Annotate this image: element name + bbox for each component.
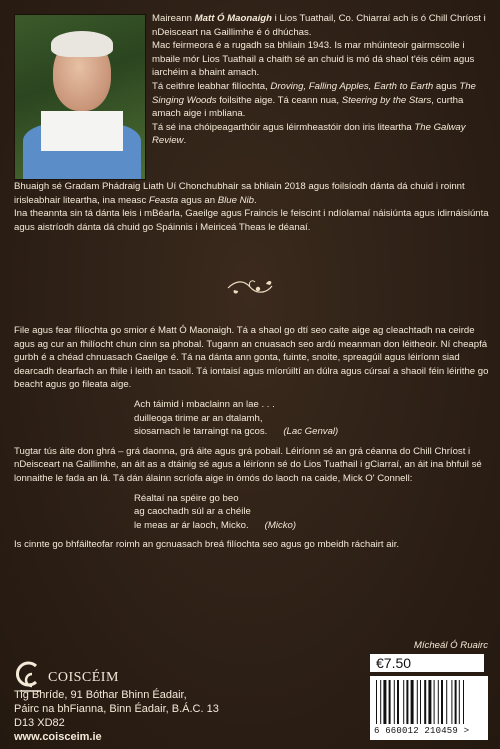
barcode-bar xyxy=(424,680,426,724)
poem-citation: (Lac Genval) xyxy=(283,426,339,438)
isbn-barcode xyxy=(370,676,488,740)
poem-line xyxy=(134,425,490,439)
barcode-bar xyxy=(451,680,452,724)
journal-title: The Galway Review xyxy=(152,121,466,147)
bio-text: Maireann xyxy=(152,13,195,24)
barcode-number: 6 660012 210459 > xyxy=(374,726,470,736)
bio-text: i Lios Tuathail, Co. Chiarraí ach is ó Chill Chríost i nDeisceart na Gaillimhe é ó dhúchas. xyxy=(152,13,486,38)
publisher-name: COISCÉIM xyxy=(48,670,119,685)
review-paragraph-1: File agus fear filíochta go smior é Matt Ó Maonaigh. Tá a shaol go dtí seo caite aige ag cleachtadh na ceirde agus ag cur an fhilíocht chun cinn sa phobal. Tugann an cnuasach seo ardú meanman don léitheoir. Ní cheapfá gurbh é a chéad chnuasach Gaeilge é. Tá na dánta ann gonta, fuinte, snoite, spreagúil agus léiríonn siad dearcadh dearfach an fhile i leith an tsaoil. Tá iontaisí agus míorúiltí an dúlra agus cúrsaí a shaoil féin léirithe go beacht agus go fileata aige. xyxy=(14,325,489,391)
bio-text: . xyxy=(254,194,257,206)
bio-text: Tá ceithre leabhar filíochta, xyxy=(152,80,271,92)
poem-text: le meas ar ár laoch, Micko. xyxy=(134,519,249,531)
barcode-bar xyxy=(380,680,381,724)
barcode-bar xyxy=(383,680,386,724)
book-title: The Singing Woods xyxy=(152,80,476,106)
barcode-bar xyxy=(376,680,377,724)
barcode-bar xyxy=(428,680,431,724)
barcode-bar xyxy=(394,680,395,724)
bio-text: . xyxy=(183,135,187,147)
barcode-bar xyxy=(411,680,414,724)
author-photo xyxy=(14,14,146,180)
barcode-bar xyxy=(420,680,421,724)
new-book-title: Steering by the Stars xyxy=(341,94,432,106)
bio-text: foilsithe aige. Tá ceann nua, xyxy=(216,94,342,106)
barcode-bars xyxy=(374,680,484,726)
photo-hair xyxy=(51,31,113,57)
poem-excerpt-1 xyxy=(134,398,490,439)
bio-paragraph-3 xyxy=(152,80,490,121)
bio-paragraph-5 xyxy=(14,180,490,207)
address-line: Páirc na bhFianna, Binn Éadair, B.Á.C. 13 xyxy=(14,703,219,715)
reviewer-signature: Mícheál Ó Ruairc xyxy=(413,640,488,651)
barcode-bar xyxy=(417,680,418,724)
bio-text: agus an xyxy=(178,194,218,206)
barcode-bar xyxy=(434,680,435,724)
bio-continued xyxy=(14,180,490,234)
poem-line: duilleoga tirime ar an dtalamh, xyxy=(134,412,263,424)
address-line: Tig Bhríde, 91 Bóthar Bhinn Éadair, xyxy=(14,689,187,701)
barcode-bar xyxy=(441,680,443,724)
barcode-bar xyxy=(406,680,408,724)
poem-line: ag caochadh súl ar a chéile xyxy=(134,506,251,518)
poem-line: Ach táimid i mbaclainn an lae . . . xyxy=(134,398,275,410)
poem-citation: (Micko) xyxy=(264,519,297,531)
bio-text: , curtha amach aige i mbliana. xyxy=(152,94,464,120)
review-paragraph-2: Tugtar tús áite don ghrá – grá daonna, grá áite agus grá pobail. Léiríonn sé an grá céanna do Chill Chríost i nDeisceart na Gaillimhe, an áit as a dtáinig sé agus a léiríonn sé do Lios Tuathail i gCiarraí, an áit ina bhfuil sé lonnaithe le fada an lá. Tá dán álainn scríofa aige in ómós do laoch na caide, Mick O' Connell: xyxy=(14,445,482,484)
barcode-bar xyxy=(455,680,457,724)
poem-text: siosarnach le tarraingt na gcos. xyxy=(134,426,268,438)
bio-text: agus xyxy=(433,80,460,92)
journal-title: Feasta xyxy=(148,194,179,206)
bio-text: Bhuaigh sé Gradam Phádraig Liath Uí Chonchubhair sa bhliain 2018 agus foilsíodh dánta dá chuid i roinnt irisleabhair liteartha, ina measc xyxy=(14,181,465,206)
floral-ornament-icon xyxy=(222,276,278,298)
bio-paragraph-1 xyxy=(152,12,490,39)
barcode-bar xyxy=(389,680,391,724)
address-line: D13 XD82 xyxy=(14,717,65,729)
barcode-bar xyxy=(446,680,447,724)
photo-shirt xyxy=(41,111,123,151)
poem-line xyxy=(134,519,490,533)
review-section xyxy=(14,324,490,552)
book-titles: Droving, Falling Apples, Earth to Earth xyxy=(270,80,434,92)
barcode-bar xyxy=(463,680,464,724)
publisher-website-link[interactable]: www.coisceim.ie xyxy=(14,731,102,743)
poem-excerpt-2 xyxy=(134,492,490,533)
bio-paragraph-4 xyxy=(152,121,490,148)
barcode-bar xyxy=(438,680,439,724)
author-name: Matt Ó Maonaigh xyxy=(194,13,272,24)
review-paragraph-3: Is cinnte go bhfáilteofar roimh an gcnuasach breá filíochta seo agus go mbeidh ráchairt air. xyxy=(14,539,400,551)
bio-paragraph-2: Mac feirmeora é a rugadh sa bhliain 1943. Is mar mhúinteoir gairmscoile i mbaile mór Lios Tuathail a chaith sé an chuid is mó dá shaol t'éis céim agus iarchéim a bhaint amach. xyxy=(152,40,475,79)
publisher-address xyxy=(14,688,219,730)
journal-title: Blue Nib xyxy=(217,194,255,206)
author-bio xyxy=(152,12,490,148)
barcode-bar xyxy=(403,680,404,724)
bio-text: Tá sé ina chóipeagarthóir agus léirmheastóir don iris liteartha xyxy=(152,121,415,133)
barcode-bar xyxy=(459,680,460,724)
bio-paragraph-6: Ina theannta sin tá dánta leis i mBéarla, Gaeilge agus Fraincis le feiscint i ndíolamaí náisiúnta agus idirnáisiúnta agus aistríodh dánta dá chuid go Spáinnis i Meiriceá Theas le déanaí. xyxy=(14,208,489,233)
price-label: €7.50 xyxy=(370,654,484,672)
poem-line: Réaltaí na spéire go beo xyxy=(134,492,239,504)
barcode-bar xyxy=(397,680,399,724)
